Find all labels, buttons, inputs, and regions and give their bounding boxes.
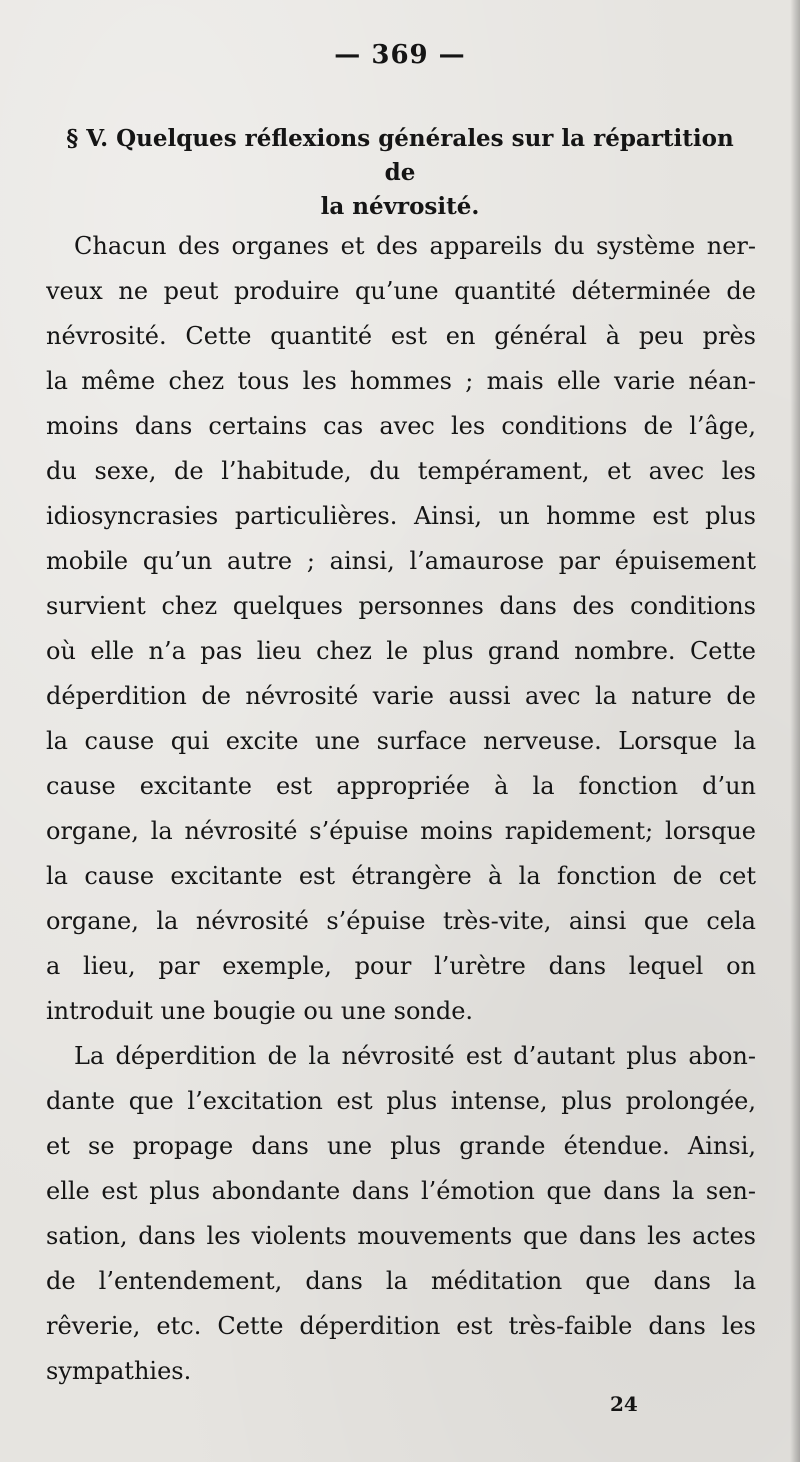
- text-line: cause excitante est appropriée à la fonction d’un: [46, 772, 756, 800]
- text-line: veux ne peut produire qu’une quantité déterminée de: [46, 277, 756, 305]
- text-line: la cause excitante est étrangère à la fonction de cet: [46, 862, 756, 890]
- text-line: organe, la névrosité s’épuise moins rapidement; lorsque: [46, 817, 756, 845]
- text-line: déperdition de névrosité varie aussi avec la nature de: [46, 682, 756, 710]
- body-text: [46, 224, 756, 1394]
- text-line: organe, la névrosité s’épuise très-vite, ainsi que cela: [46, 907, 756, 935]
- text-line: de l’entendement, dans la méditation que dans la: [46, 1267, 756, 1295]
- page-number: — 369 —: [334, 40, 466, 70]
- text-line: où elle n’a pas lieu chez le plus grand nombre. Cette: [46, 637, 756, 665]
- text-line: Chacun des organes et des appareils du système ner-: [74, 232, 756, 260]
- section-title-line: la névrosité.: [320, 193, 480, 220]
- text-line: rêverie, etc. Cette déperdition est très-faible dans les: [46, 1312, 756, 1340]
- text-line: la même chez tous les hommes ; mais elle varie néan-: [46, 367, 756, 395]
- signature-mark: 24: [610, 1392, 638, 1416]
- text-line: a lieu, par exemple, pour l’urètre dans lequel on: [46, 952, 756, 980]
- text-line: et se propage dans une plus grande étendue. Ainsi,: [46, 1132, 756, 1160]
- text-line: névrosité. Cette quantité est en général à peu près: [46, 322, 756, 350]
- text-line: du sexe, de l’habitude, du tempérament, et avec les: [46, 457, 756, 485]
- text-line: sympathies.: [46, 1357, 192, 1385]
- paragraph: [46, 224, 756, 1034]
- text-line: moins dans certains cas avec les conditions de l’âge,: [46, 412, 756, 440]
- text-line: la cause qui excite une surface nerveuse. Lorsque la: [46, 727, 756, 755]
- section-title-line: § V. Quelques réflexions générales sur la répartition de: [66, 125, 734, 186]
- section-title: [50, 122, 750, 224]
- text-line: survient chez quelques personnes dans des conditions: [46, 592, 756, 620]
- text-line: introduit une bougie ou une sonde.: [46, 997, 474, 1025]
- text-line: elle est plus abondante dans l’émotion que dans la sen-: [46, 1177, 756, 1205]
- text-line: mobile qu’un autre ; ainsi, l’amaurose par épuisement: [46, 547, 756, 575]
- text-line: La déperdition de la névrosité est d’autant plus abon-: [74, 1042, 756, 1070]
- text-line: idiosyncrasies particulières. Ainsi, un homme est plus: [46, 502, 756, 530]
- text-line: dante que l’excitation est plus intense, plus prolongée,: [46, 1087, 756, 1115]
- paragraph: [46, 1034, 756, 1394]
- text-line: sation, dans les violents mouvements que dans les actes: [46, 1222, 756, 1250]
